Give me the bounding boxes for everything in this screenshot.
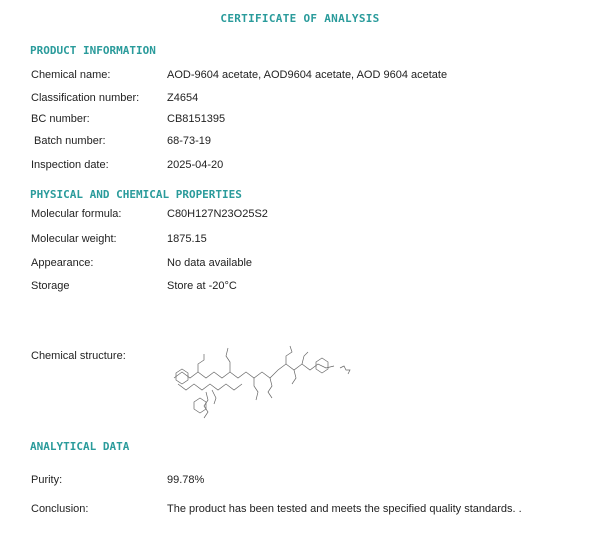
bc-number-label: BC number: [31,113,90,125]
storage-label: Storage [31,280,70,292]
chemical-structure-label: Chemical structure: [31,350,126,362]
batch-number-label: Batch number: [34,135,106,147]
batch-number-value: 68-73-19 [167,135,212,147]
purity-value: 99.78% [167,474,205,486]
classification-number-value: Z4654 [167,92,199,104]
molecular-formula-label: Molecular formula: [31,208,122,220]
bc-number-value: CB8151395 [167,113,226,125]
peptide-backbone-drawing [174,346,350,418]
inspection-date-label: Inspection date: [31,159,109,171]
chemical-structure-image [168,340,368,420]
molecular-weight-label: Molecular weight: [31,233,117,245]
storage-value: Store at -20°C [167,280,237,292]
inspection-date-value: 2025-04-20 [167,159,224,171]
conclusion-label: Conclusion: [31,503,89,515]
molecular-formula-value: C80H127N23O25S2 [167,208,268,220]
chemical-name-label: Chemical name: [31,69,111,81]
analytical-data-heading: ANALYTICAL DATA [30,440,130,453]
product-information-heading: PRODUCT INFORMATION [30,44,156,57]
molecular-weight-value: 1875.15 [167,233,207,245]
classification-number-label: Classification number: [31,92,140,104]
document-title: CERTIFICATE OF ANALYSIS [220,12,380,25]
purity-label: Purity: [31,474,63,486]
conclusion-value: The product has been tested and meets the specified quality standards. . [167,503,522,515]
appearance-value: No data available [167,257,253,269]
appearance-label: Appearance: [31,257,94,269]
chemical-name-value: AOD-9604 acetate, AOD9604 acetate, AOD 9604 acetate [167,69,448,81]
physical-chemical-heading: PHYSICAL AND CHEMICAL PROPERTIES [30,188,242,201]
